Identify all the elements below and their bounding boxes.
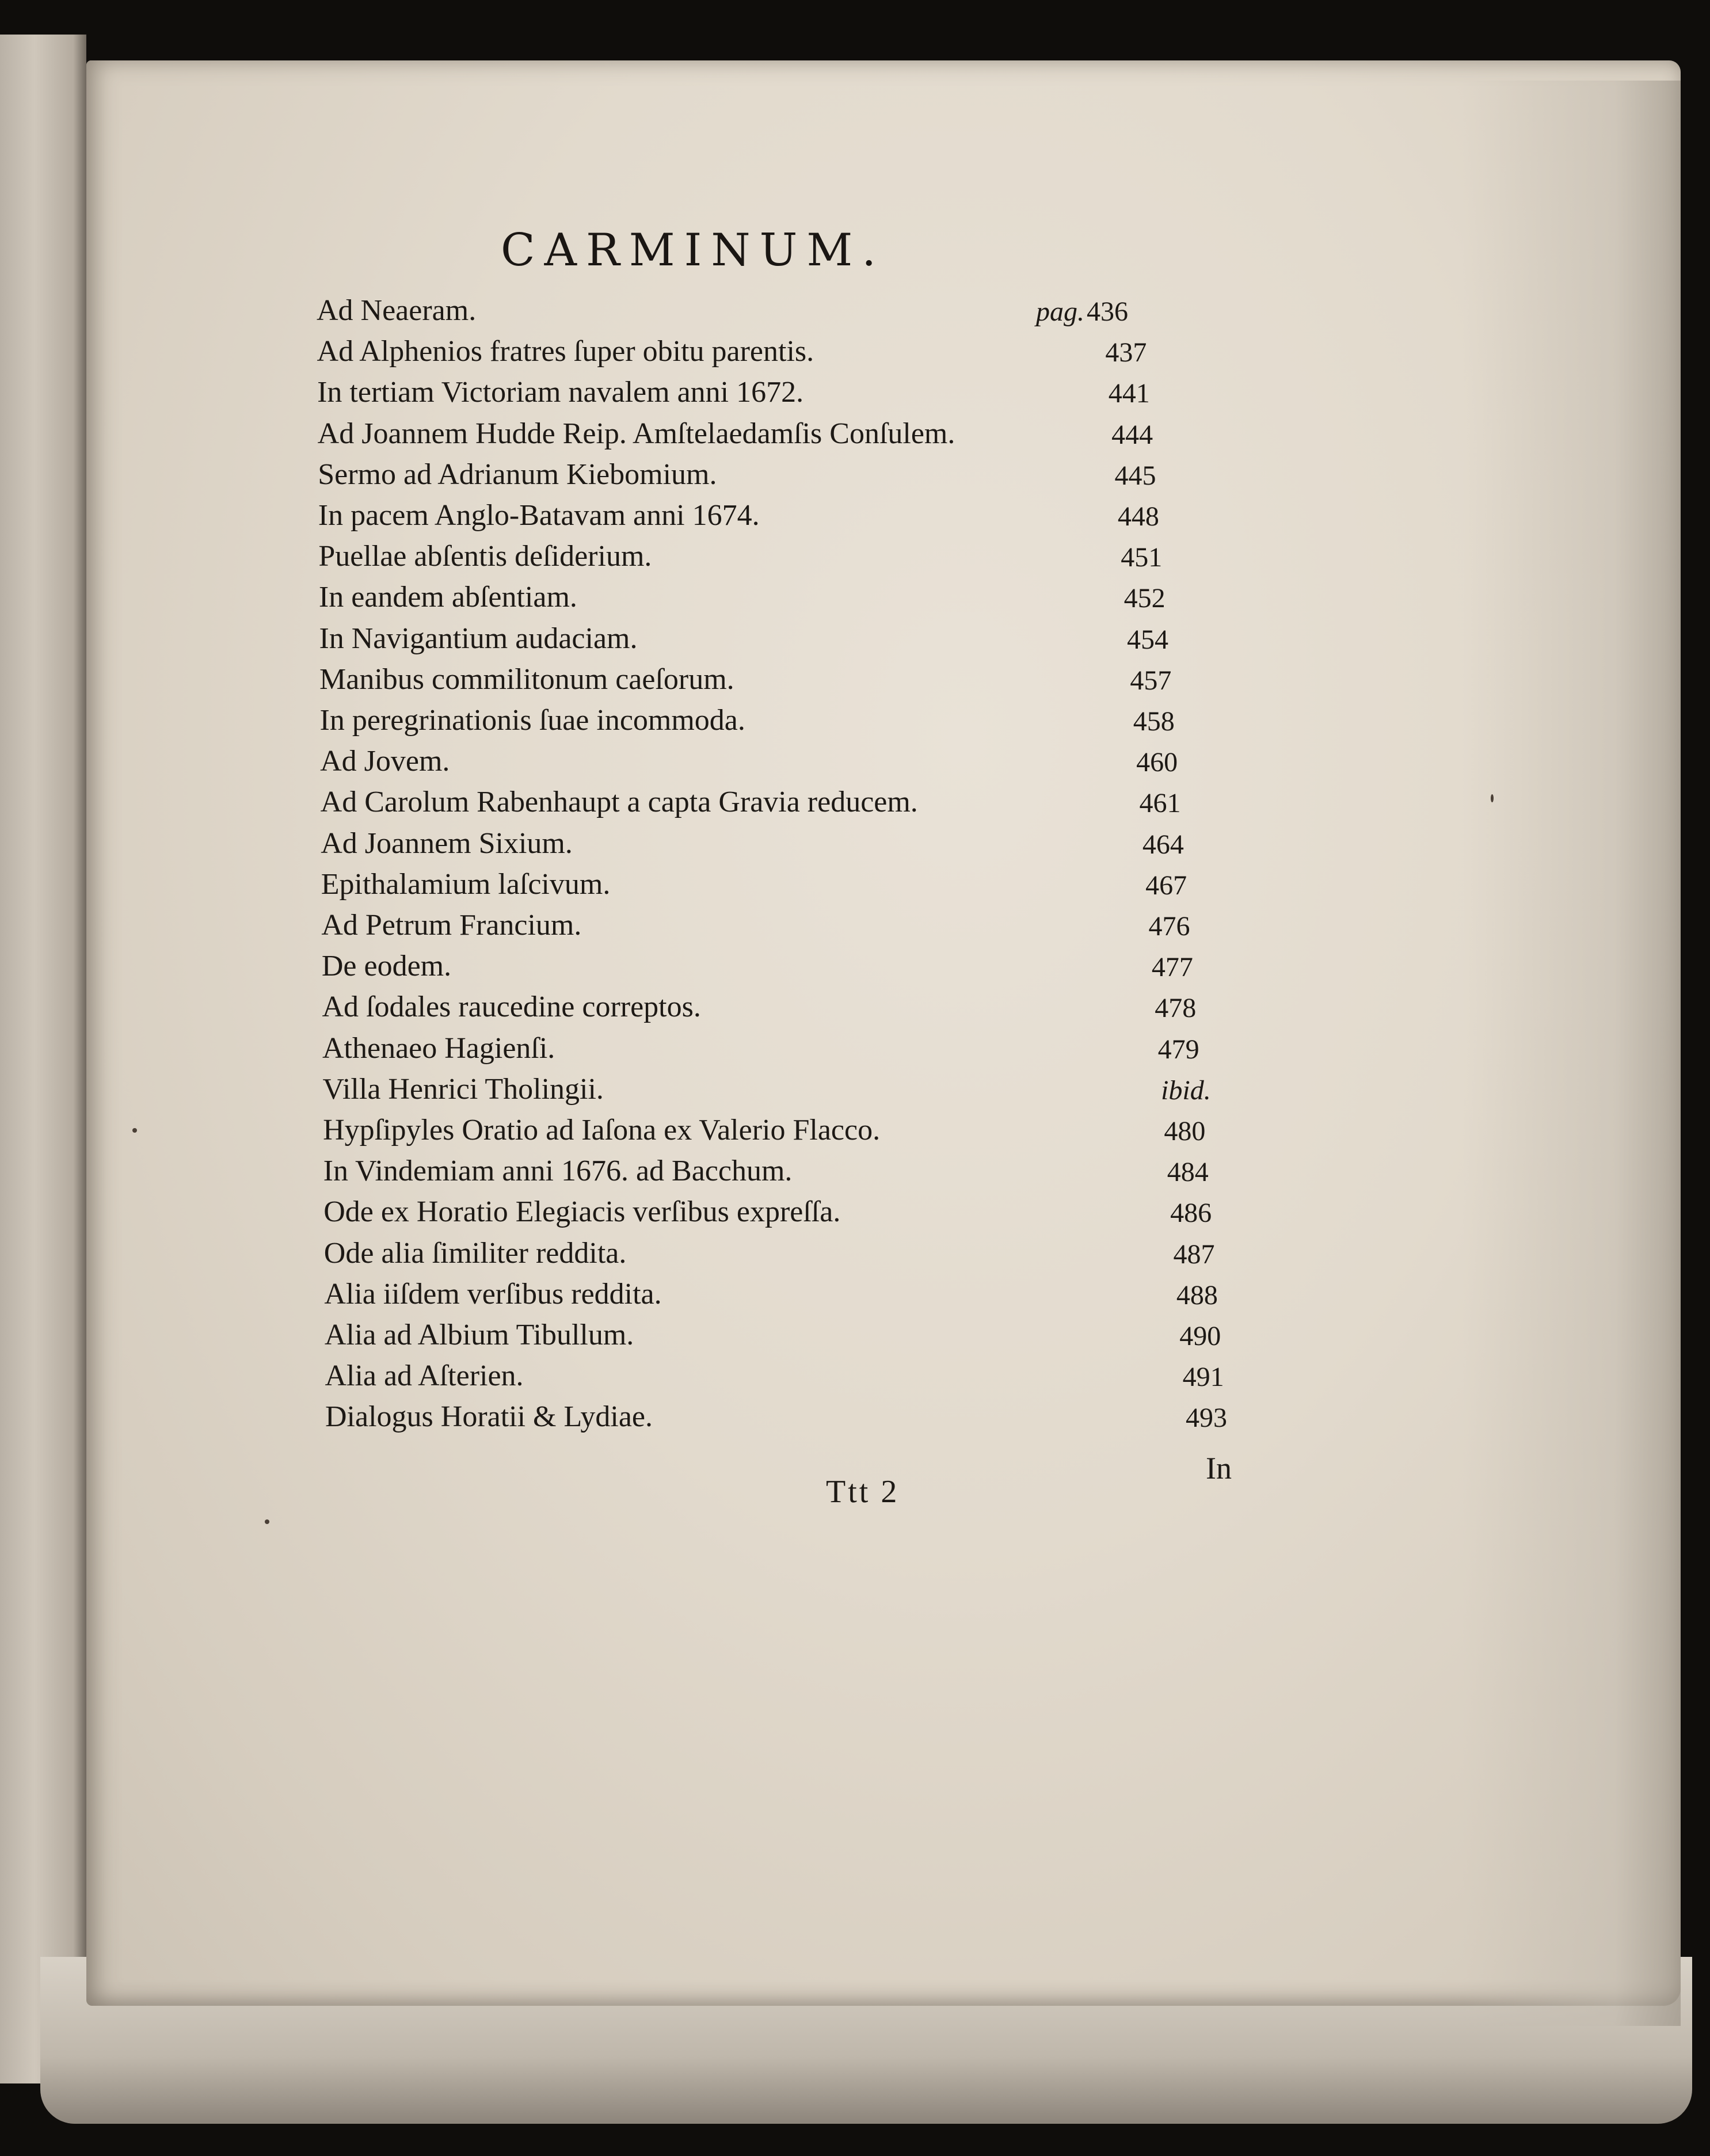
toc-entry-page bbox=[1186, 1402, 1227, 1434]
toc-entry-title: In eandem abſentiam. bbox=[318, 581, 577, 614]
toc-entry-title: In pacem Anglo-Batavam anni 1674. bbox=[318, 499, 760, 532]
toc-entry-title: In Navigantium audaciam. bbox=[319, 622, 638, 655]
toc-entry-page bbox=[1155, 992, 1196, 1024]
toc-entry-title: Hypſipyles Oratio ad Iaſona ex Valerio Flacco. bbox=[323, 1114, 881, 1146]
toc-entry-page bbox=[1164, 1115, 1205, 1147]
page-number: 467 bbox=[1145, 870, 1187, 901]
toc-entry-page bbox=[1158, 1034, 1199, 1065]
page-number: 451 bbox=[1121, 542, 1163, 573]
toc-entry-page bbox=[1167, 1156, 1209, 1188]
paper-speck bbox=[265, 1519, 269, 1524]
toc-entry-page bbox=[1176, 1279, 1218, 1311]
toc-entry-title: Dialogus Horatii & Lydiae. bbox=[325, 1400, 653, 1434]
toc-entry-page bbox=[1139, 787, 1180, 819]
page-number: 490 bbox=[1179, 1321, 1221, 1351]
toc-entry-title: Athenaeo Hagienſi. bbox=[322, 1031, 555, 1065]
toc-entry-page bbox=[1114, 460, 1156, 492]
toc-entry-title: Villa Henrici Tholingii. bbox=[322, 1072, 604, 1106]
toc-entry-page bbox=[1170, 1197, 1212, 1229]
page-number: 454 bbox=[1126, 624, 1168, 655]
toc-entry-page bbox=[1136, 746, 1178, 778]
page-number: 484 bbox=[1167, 1157, 1209, 1188]
toc-entry-page bbox=[1127, 624, 1168, 656]
paper-speck bbox=[1491, 794, 1494, 802]
toc-entry-page bbox=[1121, 542, 1162, 573]
toc-entry-page bbox=[1133, 706, 1175, 737]
page-number: 486 bbox=[1170, 1198, 1212, 1229]
toc-entry-title: Puellae abſentis deſiderium. bbox=[318, 540, 652, 573]
page-number: 458 bbox=[1133, 706, 1175, 737]
page-number: 452 bbox=[1124, 583, 1166, 614]
toc-entry-title: Ode ex Horatio Elegiacis verſibus expreſſa. bbox=[323, 1195, 841, 1229]
page-number: 477 bbox=[1151, 952, 1193, 983]
toc-entry-title: In tertiam Victoriam navalem anni 1672. bbox=[317, 376, 804, 409]
toc-entry-title: Ad Joannem Hudde Reip. Amſtelaedamſis Conſulem. bbox=[317, 417, 955, 450]
toc-entry-title: Ad Neaeram. bbox=[317, 294, 477, 327]
toc-entry-title: Ode alia ſimiliter reddita. bbox=[323, 1236, 627, 1270]
toc-entry-page bbox=[1161, 1075, 1211, 1106]
page-number: 444 bbox=[1111, 419, 1153, 450]
toc-entry-title: In peregrinationis ſuae incommoda. bbox=[319, 704, 745, 737]
page-number: 436 bbox=[1087, 296, 1128, 327]
toc-entry-page bbox=[1036, 296, 1128, 327]
page-number: 437 bbox=[1105, 337, 1147, 368]
toc-entry-title: In Vindemiam anni 1676. ad Bacchum. bbox=[323, 1155, 793, 1188]
page-number: 476 bbox=[1148, 911, 1190, 942]
toc-entry-title: Ad Jovem. bbox=[320, 745, 450, 778]
toc-entry-page bbox=[1145, 870, 1187, 901]
toc-entry-title: Sermo ad Adrianum Kiebomium. bbox=[318, 458, 717, 491]
printer-signature-mark: Ttt 2 bbox=[826, 1474, 900, 1510]
toc-entry-title: Ad Petrum Francium. bbox=[321, 909, 582, 942]
page-number: 493 bbox=[1186, 1403, 1227, 1434]
toc-entry-page bbox=[1130, 665, 1171, 696]
toc-entry-page bbox=[1111, 419, 1153, 451]
toc-entry-title: Alia ad Aſterien. bbox=[325, 1359, 524, 1393]
page-number: 480 bbox=[1164, 1116, 1206, 1146]
toc-entry-title: Ad Carolum Rabenhaupt a capta Gravia reducem. bbox=[320, 786, 918, 819]
page-number: 491 bbox=[1182, 1362, 1224, 1393]
page-number: 487 bbox=[1173, 1239, 1215, 1270]
page-number: 448 bbox=[1117, 501, 1159, 532]
page-number: ibid. bbox=[1161, 1075, 1211, 1106]
page-number: 441 bbox=[1108, 378, 1150, 409]
toc-entry-title: Ad Joannem Sixium. bbox=[321, 826, 573, 860]
toc-entry-title: Alia ad Albium Tibullum. bbox=[324, 1319, 634, 1351]
page-number: 461 bbox=[1139, 788, 1181, 819]
toc-entry-title: Alia iiſdem verſibus reddita. bbox=[324, 1277, 662, 1311]
toc-entry-title: Ad Alphenios fratres ſuper obitu parentis. bbox=[317, 335, 814, 368]
page-number: 488 bbox=[1176, 1279, 1218, 1311]
toc-entry-page bbox=[1124, 582, 1166, 614]
page-number: 457 bbox=[1130, 665, 1172, 696]
toc-entry-page bbox=[1149, 911, 1190, 942]
toc-entry-page bbox=[1152, 951, 1193, 983]
toc-entry-page bbox=[1109, 378, 1150, 409]
catchword: In bbox=[1206, 1451, 1232, 1485]
toc-entry-page bbox=[1105, 337, 1147, 368]
page-number: 478 bbox=[1155, 993, 1197, 1024]
page-number: 464 bbox=[1142, 829, 1184, 860]
toc-entry-page bbox=[1179, 1320, 1221, 1352]
toc-entry-page bbox=[1118, 501, 1159, 532]
paper-speck bbox=[132, 1128, 137, 1133]
page-number: 445 bbox=[1114, 460, 1156, 491]
page-number: 479 bbox=[1157, 1034, 1199, 1065]
toc-entry-title: De eodem. bbox=[321, 950, 452, 983]
page-heading: CARMINUM. bbox=[501, 224, 886, 276]
toc-entry-page bbox=[1142, 829, 1184, 860]
toc-entry-page bbox=[1174, 1239, 1215, 1270]
toc-entry-title: Epithalamium laſcivum. bbox=[321, 867, 611, 901]
page-number: 460 bbox=[1136, 747, 1178, 778]
toc-entry-title: Manibus commilitonum caeſorum. bbox=[319, 662, 734, 696]
toc-entry-page bbox=[1183, 1361, 1224, 1393]
toc-entry-title: Ad ſodales raucedine correptos. bbox=[322, 991, 701, 1024]
page-prefix: pag. bbox=[1036, 296, 1084, 327]
